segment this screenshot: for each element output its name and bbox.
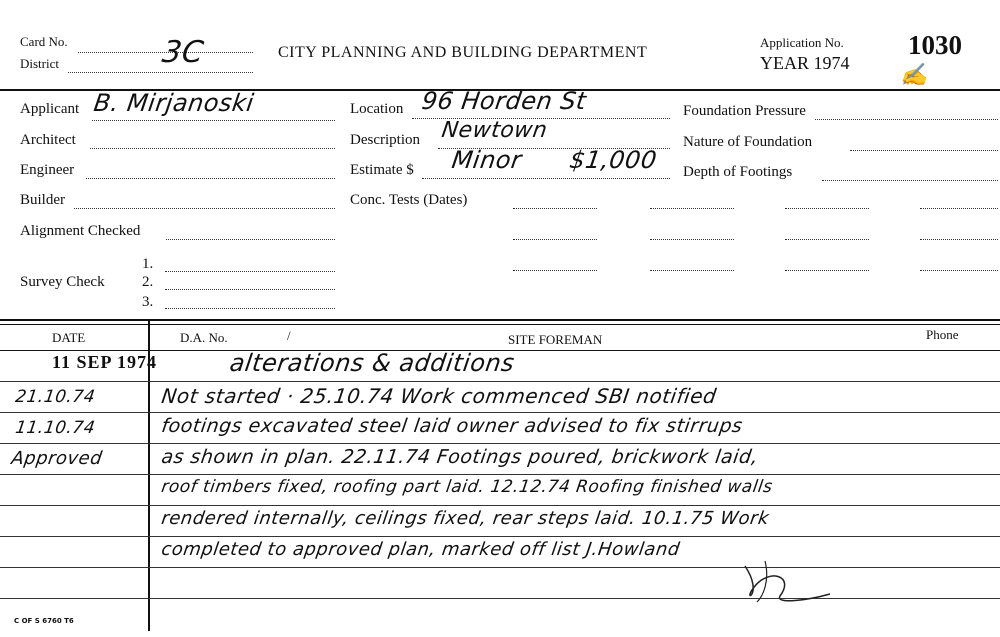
conc-line-r3c1 bbox=[513, 270, 597, 271]
applicant-label: Applicant bbox=[20, 101, 80, 117]
location-label: Location bbox=[350, 101, 404, 117]
conc-line-r3c4 bbox=[920, 270, 998, 271]
log-line-3: footings excavated steel laid owner advised to fix stirrups bbox=[160, 415, 745, 437]
date-header: DATE bbox=[52, 330, 86, 345]
conc-line-r1c1 bbox=[513, 208, 597, 209]
estimate-line bbox=[422, 178, 670, 179]
conc-line-r2c2 bbox=[650, 239, 734, 240]
conc-line-r1c2 bbox=[650, 208, 734, 209]
card-no-label: Card No. bbox=[20, 34, 68, 49]
log-row-rule-7 bbox=[0, 567, 1000, 568]
survey-line-1 bbox=[165, 271, 335, 272]
date-entry-approved: Approved bbox=[10, 448, 104, 469]
log-row-rule-4 bbox=[0, 474, 1000, 475]
card-no-value: 3C bbox=[160, 35, 206, 70]
survey-number-1: 1. bbox=[142, 256, 154, 272]
engineer-label: Engineer bbox=[20, 162, 75, 178]
application-no-value: 1030 bbox=[908, 30, 962, 60]
log-row-rule-3 bbox=[0, 443, 1000, 444]
log-row-rule-8 bbox=[0, 598, 1000, 599]
form-code: C OF S 6760 T6 bbox=[14, 617, 74, 625]
conc-line-r1c4 bbox=[920, 208, 998, 209]
log-line-7: completed to approved plan, marked off list J.Howland bbox=[160, 539, 682, 560]
log-row-rule-1 bbox=[0, 381, 1000, 382]
foreman-header: SITE FOREMAN bbox=[508, 332, 603, 347]
conc-line-r1c3 bbox=[785, 208, 869, 209]
log-rule-top bbox=[0, 319, 1000, 321]
district-line bbox=[68, 72, 253, 73]
conc-line-r2c4 bbox=[920, 239, 998, 240]
date-stamp: 11 SEP 1974 bbox=[52, 352, 158, 372]
conc-line-r2c1 bbox=[513, 239, 597, 240]
department-title: CITY PLANNING AND BUILDING DEPARTMENT bbox=[278, 44, 648, 61]
foundation-pressure-line bbox=[815, 119, 998, 120]
district-label: District bbox=[20, 56, 59, 71]
log-line-4: as shown in plan. 22.11.74 Footings poured, brickwork laid, bbox=[160, 446, 760, 468]
estimate-label: Estimate $ bbox=[350, 162, 414, 178]
depth-footings-label: Depth of Footings bbox=[683, 164, 793, 180]
da-slash: / bbox=[287, 328, 291, 343]
description-value: Newtown bbox=[440, 118, 550, 143]
builder-label: Builder bbox=[20, 192, 65, 208]
application-no-label: Application No. bbox=[760, 35, 844, 50]
log-line-6: rendered internally, ceilings fixed, rear steps laid. 10.1.75 Work bbox=[160, 508, 771, 529]
year-label: YEAR 1974 bbox=[760, 53, 850, 73]
survey-line-2 bbox=[165, 289, 335, 290]
conc-line-r3c2 bbox=[650, 270, 734, 271]
applicant-value: B. Mirjanoski bbox=[92, 89, 256, 117]
description-label: Description bbox=[350, 132, 420, 148]
builder-line bbox=[74, 208, 335, 209]
depth-footings-line bbox=[822, 180, 998, 181]
conc-line-r3c3 bbox=[785, 270, 869, 271]
log-row-rule-6 bbox=[0, 536, 1000, 537]
log-line-1: alterations & additions bbox=[228, 349, 517, 377]
estimate-value: Minor $1,000 bbox=[450, 146, 659, 174]
engineer-line bbox=[86, 178, 335, 179]
nature-foundation-line bbox=[850, 150, 998, 151]
location-value: 96 Horden St bbox=[420, 87, 589, 115]
architect-label: Architect bbox=[20, 132, 76, 148]
phone-header: Phone bbox=[926, 327, 959, 342]
survey-label: Survey Check bbox=[20, 274, 105, 290]
alignment-label: Alignment Checked bbox=[20, 223, 141, 239]
conc-line-r2c3 bbox=[785, 239, 869, 240]
initials-mark: ✍ bbox=[900, 63, 928, 88]
log-line-5: roof timbers fixed, roofing part laid. 12.12.74 Roofing finished walls bbox=[160, 477, 774, 497]
log-rule-top-thin bbox=[0, 324, 1000, 325]
survey-line-3 bbox=[165, 308, 335, 309]
log-row-rule-2 bbox=[0, 412, 1000, 413]
applicant-line bbox=[92, 120, 335, 121]
architect-line bbox=[90, 148, 335, 149]
log-line-2: Not started · 25.10.74 Work commenced SBI notified bbox=[160, 384, 719, 408]
da-header: D.A. No. bbox=[180, 330, 228, 345]
survey-number-2: 2. bbox=[142, 274, 154, 290]
foundation-pressure-label: Foundation Pressure bbox=[683, 103, 806, 119]
survey-number-3: 3. bbox=[142, 294, 154, 310]
nature-foundation-label: Nature of Foundation bbox=[683, 134, 813, 150]
alignment-line bbox=[166, 239, 335, 240]
conc-tests-label: Conc. Tests (Dates) bbox=[350, 192, 468, 208]
date-entry-2: 11.10.74 bbox=[14, 418, 97, 438]
signature-flourish bbox=[735, 556, 845, 606]
log-row-rule-5 bbox=[0, 505, 1000, 506]
date-entry-1: 21.10.74 bbox=[14, 387, 97, 407]
